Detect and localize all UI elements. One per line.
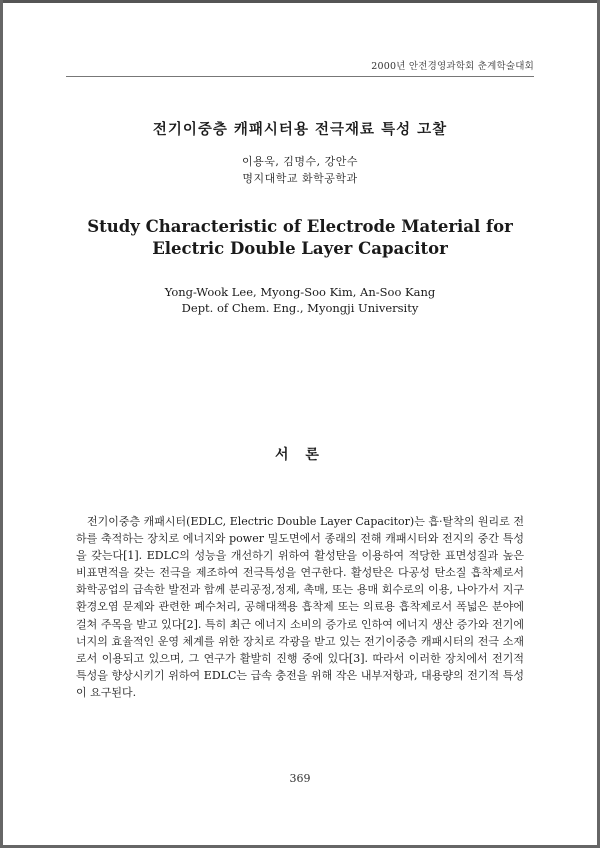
section-heading-introduction: 서 론 [275,447,325,463]
header-rule [66,76,534,77]
english-title-line-2: Electric Double Layer Capacitor [152,239,448,258]
korean-affiliation: 명지대학교 화학공학과 [242,172,358,185]
korean-authors: 이용욱, 김명수, 강안수 [241,155,359,168]
introduction-paragraph: 전기이중층 캐패시터(EDLC, Electric Double Layer Capacitor)는 흡·탈착의 원리로 전하를 축적하는 장치로 에너지와 power 밀도면에서 종래의 전해 캐패시터와 전지의 중간 특성을 갖는다[1]. EDLC의 성능을 개선하기 위하여 활성탄을 이용하여 적당한 표면성질과 높은 비표면적을 갖는 전극을 제조하여 전극특성을 연구한다. 활성탄은 다공성 탄소질 흡착제로서 화학공업의 급속한 발전과 함께 분리공정,정제, 촉매, 또는 용매 회수로의 이용, 나아가서 지구환경오염 문제와 관련한 폐수처리, 공해대책용 흡착제 또는 의료용 흡착제로서 폭넓은 분야에 걸쳐 주목을 받고 있다[2]. 특히 최근 에너지 소비의 증가로 인하여 에너지 생산 증가와 전기에너지의 효율적인 운영 체계를 위한 장치로 각광을 받고 있는 전기이중층 캐패시터의 전극 소재로서 이용되고 있으며, 그 연구가 활발히 진행 중에 있다[3]. 따라서 이러한 장치에서 전기적 특성을 향상시키기 위하여 EDLC는 급속 충전을 위해 작은 내부저항과, 대용량의 전기적 특성이 요구된다. [76,515,524,699]
running-header: 2000년 안전경영과학회 춘계학술대회 [371,61,534,72]
scan-border-top [0,0,600,3]
introduction-body [76,513,524,701]
english-affiliation: Dept. of Chem. Eng., Myongji University [181,301,419,315]
page-number: 369 [289,772,311,785]
english-authors: Yong-Wook Lee, Myong-Soo Kim, An-Soo Kang [164,285,436,299]
korean-title: 전기이중층 캐패시터용 전극재료 특성 고찰 [152,121,448,138]
english-title-line-1: Study Characteristic of Electrode Material for [87,217,513,236]
